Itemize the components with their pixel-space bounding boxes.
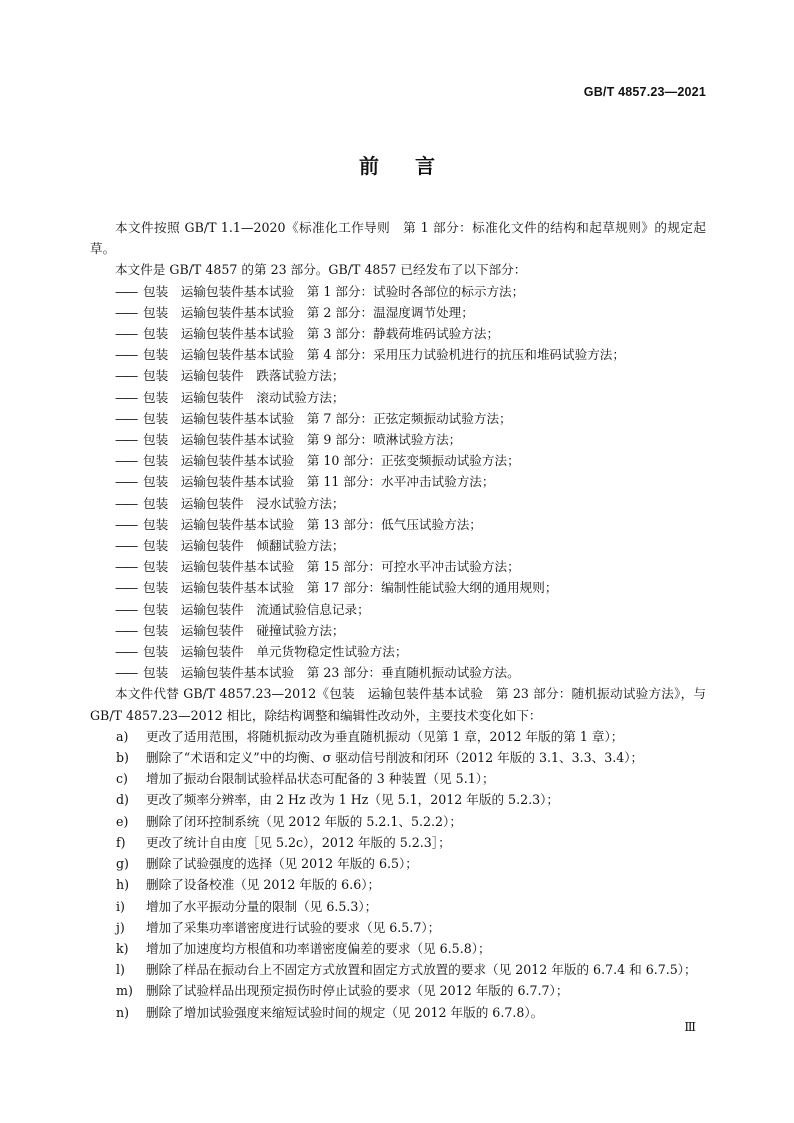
change-marker: d) bbox=[116, 792, 129, 808]
change-text: 更改了统计自由度［见 5.2c），2012 年版的 5.2.3］； bbox=[146, 834, 451, 850]
page-number: Ⅲ bbox=[684, 1020, 696, 1034]
change-text: 删除了“术语和定义”中的均衡、σ 驱动信号削波和闭环（2012 年版的 3.1、3.3、3.4）； bbox=[146, 750, 644, 766]
part-title: 包装 运输包装件基本试验 第 23 部分：垂直随机振动试验方法。 bbox=[143, 665, 520, 681]
dash-marker: —— bbox=[115, 665, 137, 681]
replacement-paragraph: 本文件代替 GB/T 4857.23—2012《包装 运输包装件基本试验 第 23 部分：随机振动试验方法》，与 GB/T 4857.23—2012 相比，除结构调整和编辑性改动外，主要技术变化如下： bbox=[90, 686, 706, 723]
part-title: 包装 运输包装件 碰撞试验方法； bbox=[143, 622, 345, 638]
part-title: 包装 运输包装件基本试验 第 13 部分：低气压试验方法； bbox=[143, 516, 482, 532]
change-marker: f) bbox=[116, 834, 126, 850]
part-list-item bbox=[90, 471, 706, 492]
change-text: 删除了样品在振动台上不固定方式放置和固定方式放置的要求（见 2012 年版的 6.7.4 和 6.7.5）； bbox=[146, 962, 697, 978]
change-text: 删除了试验强度的选择（见 2012 年版的 6.5）； bbox=[146, 856, 418, 872]
parts-list bbox=[90, 281, 706, 684]
part-title: 包装 运输包装件 单元货物稳定性试验方法； bbox=[143, 644, 408, 660]
part-title: 包装 运输包装件 浸水试验方法； bbox=[143, 495, 345, 511]
part-title: 包装 运输包装件基本试验 第 15 部分：可控水平冲击试验方法； bbox=[143, 559, 520, 575]
dash-marker: —— bbox=[115, 453, 137, 469]
part-list-item bbox=[90, 493, 706, 514]
change-marker: b) bbox=[116, 750, 129, 766]
part-list-item bbox=[90, 599, 706, 620]
part-list-item bbox=[90, 408, 706, 429]
dash-marker: —— bbox=[115, 538, 137, 554]
change-marker: m) bbox=[116, 983, 133, 999]
document-body bbox=[90, 217, 706, 1023]
change-list-item bbox=[90, 747, 706, 768]
dash-marker: —— bbox=[115, 304, 137, 320]
part-title: 包装 运输包装件基本试验 第 1 部分：试验时各部位的标示方法； bbox=[143, 283, 525, 299]
dash-marker: —— bbox=[115, 283, 137, 299]
change-list-item bbox=[90, 726, 706, 747]
change-marker: e) bbox=[116, 813, 129, 829]
part-list-item bbox=[90, 662, 706, 683]
dash-marker: —— bbox=[115, 347, 137, 363]
part-list-item bbox=[90, 302, 706, 323]
change-list-item bbox=[90, 768, 706, 789]
part-list-item bbox=[90, 620, 706, 641]
change-list-item bbox=[90, 938, 706, 959]
change-text: 删除了试验样品出现预定损伤时停止试验的要求（见 2012 年版的 6.7.7）； bbox=[146, 983, 569, 999]
page-title: 前言 bbox=[359, 154, 471, 178]
change-text: 增加了水平振动分量的限制（见 6.5.3）； bbox=[146, 898, 378, 914]
part-title: 包装 运输包装件 倾翻试验方法； bbox=[143, 538, 345, 554]
part-list-item bbox=[90, 641, 706, 662]
change-text: 增加了振动台限制试验样品状态可配备的 3 种装置（见 5.1）； bbox=[146, 771, 495, 787]
change-list-item bbox=[90, 853, 706, 874]
change-marker: n) bbox=[116, 1004, 130, 1020]
dash-marker: —— bbox=[115, 580, 137, 596]
change-text: 删除了增加试验强度来缩短试验时间的规定（见 2012 年版的 6.7.8）。 bbox=[146, 1004, 544, 1020]
part-list-item bbox=[90, 450, 706, 471]
change-marker: h) bbox=[116, 877, 130, 893]
part-title: 包装 运输包装件 滚动试验方法； bbox=[143, 389, 345, 405]
part-list-item bbox=[90, 535, 706, 556]
change-list-item bbox=[90, 811, 706, 832]
dash-marker: —— bbox=[115, 516, 137, 532]
part-title: 包装 运输包装件基本试验 第 17 部分：编制性能试验大纲的通用规则； bbox=[143, 580, 558, 596]
change-list-item bbox=[90, 874, 706, 895]
dash-marker: —— bbox=[115, 432, 137, 448]
change-marker: a) bbox=[116, 728, 129, 744]
change-marker: i) bbox=[116, 898, 125, 914]
part-list-item bbox=[90, 556, 706, 577]
change-marker: c) bbox=[116, 771, 128, 787]
part-title: 包装 运输包装件 流通试验信息记录； bbox=[143, 601, 370, 617]
change-text: 更改了适用范围，将随机振动改为垂直随机振动（见第 1 章，2012 年版的第 1 章）； bbox=[146, 728, 624, 744]
standard-number: GB/T 4857.23—2021 bbox=[583, 85, 706, 99]
dash-marker: —— bbox=[115, 601, 137, 617]
change-list-item bbox=[90, 959, 706, 980]
change-list-item bbox=[90, 1002, 706, 1023]
change-marker: j) bbox=[116, 919, 125, 935]
dash-marker: —— bbox=[115, 326, 137, 342]
change-list-item bbox=[90, 980, 706, 1001]
change-list-item bbox=[90, 789, 706, 810]
part-list-item bbox=[90, 344, 706, 365]
dash-marker: —— bbox=[115, 495, 137, 511]
part-list-item bbox=[90, 281, 706, 302]
change-list-item bbox=[90, 917, 706, 938]
intro-paragraph-2: 本文件是 GB/T 4857 的第 23 部分。GB/T 4857 已经发布了以下部分： bbox=[115, 262, 527, 278]
change-list-item bbox=[90, 896, 706, 917]
part-list-item bbox=[90, 514, 706, 535]
intro-paragraph-1: 本文件按照 GB/T 1.1—2020《标准化工作导则 第 1 部分：标准化文件的结构和起草规则》的规定起草。 bbox=[90, 220, 706, 257]
dash-marker: —— bbox=[115, 474, 137, 490]
part-list-item bbox=[90, 577, 706, 598]
part-title: 包装 运输包装件基本试验 第 3 部分：静载荷堆码试验方法； bbox=[143, 326, 500, 342]
part-title: 包装 运输包装件 跌落试验方法； bbox=[143, 368, 345, 384]
change-marker: g) bbox=[116, 856, 129, 872]
change-marker: l) bbox=[116, 962, 125, 978]
part-list-item bbox=[90, 323, 706, 344]
dash-marker: —— bbox=[115, 410, 137, 426]
part-list-item bbox=[90, 429, 706, 450]
changes-list bbox=[90, 726, 706, 1023]
part-title: 包装 运输包装件基本试验 第 4 部分：采用压力试验机进行的抗压和堆码试验方法； bbox=[143, 347, 625, 363]
change-marker: k) bbox=[116, 940, 129, 956]
part-title: 包装 运输包装件基本试验 第 2 部分：温湿度调节处理； bbox=[143, 304, 474, 320]
dash-marker: —— bbox=[115, 368, 137, 384]
change-list-item bbox=[90, 832, 706, 853]
part-title: 包装 运输包装件基本试验 第 10 部分：正弦变频振动试验方法； bbox=[143, 453, 520, 469]
change-text: 删除了设备校准（见 2012 年版的 6.6）； bbox=[146, 877, 381, 893]
part-title: 包装 运输包装件基本试验 第 7 部分：正弦定频振动试验方法； bbox=[143, 410, 512, 426]
change-text: 增加了采集功率谱密度进行试验的要求（见 6.5.7）； bbox=[146, 919, 441, 935]
dash-marker: —— bbox=[115, 622, 137, 638]
dash-marker: —— bbox=[115, 644, 137, 660]
change-text: 删除了闭环控制系统（见 2012 年版的 5.2.1、5.2.2）； bbox=[146, 813, 462, 829]
part-title: 包装 运输包装件基本试验 第 11 部分：水平冲击试验方法； bbox=[143, 474, 495, 490]
change-text: 增加了加速度均方根值和功率谱密度偏差的要求（见 6.5.8）； bbox=[146, 940, 491, 956]
part-list-item bbox=[90, 387, 706, 408]
part-title: 包装 运输包装件基本试验 第 9 部分：喷淋试验方法； bbox=[143, 432, 462, 448]
dash-marker: —— bbox=[115, 389, 137, 405]
part-list-item bbox=[90, 365, 706, 386]
change-text: 更改了频率分辨率，由 2 Hz 改为 1 Hz（见 5.1，2012 年版的 5.2.3）； bbox=[146, 792, 559, 808]
dash-marker: —— bbox=[115, 559, 137, 575]
